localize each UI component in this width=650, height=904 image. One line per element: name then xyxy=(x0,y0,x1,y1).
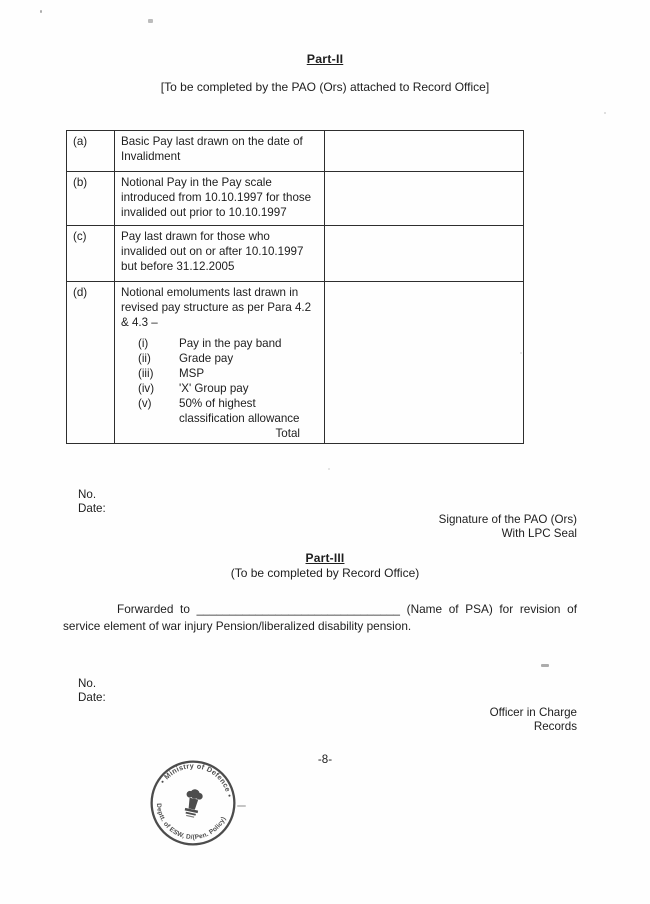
seal-bottom-text: Deptt. of ESW, D/(Pen. Policy) xyxy=(154,803,228,842)
psa-name-blank: _______________________________ xyxy=(196,602,400,616)
signature-line: Records xyxy=(533,719,577,733)
sublist-item-text: Grade pay xyxy=(179,351,234,365)
date-label: Date: xyxy=(78,690,106,704)
sublist-item-num: (v) xyxy=(138,396,152,410)
row-label: (d) xyxy=(67,282,115,444)
pao-signature-block xyxy=(439,513,577,540)
officer-signature-block xyxy=(490,706,577,733)
forwarded-lead: Forwarded to xyxy=(117,602,190,616)
sublist-item-num: (iii) xyxy=(138,366,154,380)
forwarded-rest: (Name of PSA) for revision of service element of war injury Pension/liberalized disability pension. xyxy=(63,602,577,633)
date-label: Date: xyxy=(78,501,106,515)
row-description: Notional Pay in the Pay scale introduced from 10.10.1997 for those invalided out prior to 10.10.1997 xyxy=(115,172,325,226)
row-label: (a) xyxy=(67,131,115,172)
sublist-item-num: (ii) xyxy=(138,351,151,365)
scan-speck xyxy=(148,19,153,23)
sublist-item xyxy=(138,336,314,351)
row-value-cell xyxy=(325,131,524,172)
page-number: -8- xyxy=(317,753,333,766)
row-description xyxy=(115,282,325,444)
scan-speck xyxy=(40,10,42,13)
row-label: (b) xyxy=(67,172,115,226)
row-label: (c) xyxy=(67,226,115,282)
sublist-item-text: 50% of highest classification allowance xyxy=(179,396,300,425)
part2-subtitle: [To be completed by the PAO (Ors) attached to Record Office] xyxy=(160,80,490,94)
row-description: Pay last drawn for those who invalided out on or after 10.10.1997 but before 31.12.2005 xyxy=(115,226,325,282)
emoluments-sublist xyxy=(138,336,314,426)
seal-top-text: • Ministry of Defence • xyxy=(158,761,235,799)
sublist-item xyxy=(138,366,314,381)
sublist-item-text: MSP xyxy=(179,366,205,380)
signature-line: Officer in Charge xyxy=(489,706,577,719)
total-label: Total xyxy=(275,426,300,440)
row-value-cell xyxy=(325,282,524,444)
table-row xyxy=(67,226,524,282)
table-row xyxy=(67,172,524,226)
sublist-item-num: (i) xyxy=(138,336,149,350)
sublist-item-text: 'X' Group pay xyxy=(179,381,249,395)
scan-speck xyxy=(520,352,522,354)
signature-line: Signature of the PAO (Ors) xyxy=(438,513,577,526)
sublist-item xyxy=(138,396,314,426)
part2-title-text: Part-II xyxy=(306,52,344,66)
ministry-of-defence-seal xyxy=(141,751,245,855)
table-row xyxy=(67,131,524,172)
sublist-item-num: (iv) xyxy=(138,381,155,395)
no-label: No. xyxy=(78,677,97,690)
row-description: Basic Pay last drawn on the date of Invalidment xyxy=(115,131,325,172)
scan-speck xyxy=(328,468,330,470)
pao-no-date-block xyxy=(78,488,106,515)
part3-subtitle: (To be completed by Record Office) xyxy=(230,566,420,580)
row-value-cell xyxy=(325,172,524,226)
scan-speck xyxy=(237,805,246,807)
table-row xyxy=(67,282,524,444)
part3-title xyxy=(0,551,650,565)
part2-title xyxy=(0,52,650,66)
sublist-item-text: Pay in the pay band xyxy=(179,336,282,350)
part3-title-text: Part-III xyxy=(305,551,345,565)
sublist-item xyxy=(138,351,314,366)
pay-details-table xyxy=(66,130,524,444)
forwarded-paragraph xyxy=(63,601,577,634)
row-value-cell xyxy=(325,226,524,282)
scan-speck xyxy=(604,112,606,114)
ashoka-emblem-icon xyxy=(182,788,204,819)
no-label: No. xyxy=(78,488,97,501)
signature-line: With LPC Seal xyxy=(501,526,577,540)
sublist-item xyxy=(138,381,314,396)
row-description-text: Notional emoluments last drawn in revised pay structure as per Para 4.2 & 4.3 – xyxy=(121,285,312,329)
record-no-date-block xyxy=(78,677,106,704)
scan-speck xyxy=(541,664,549,667)
